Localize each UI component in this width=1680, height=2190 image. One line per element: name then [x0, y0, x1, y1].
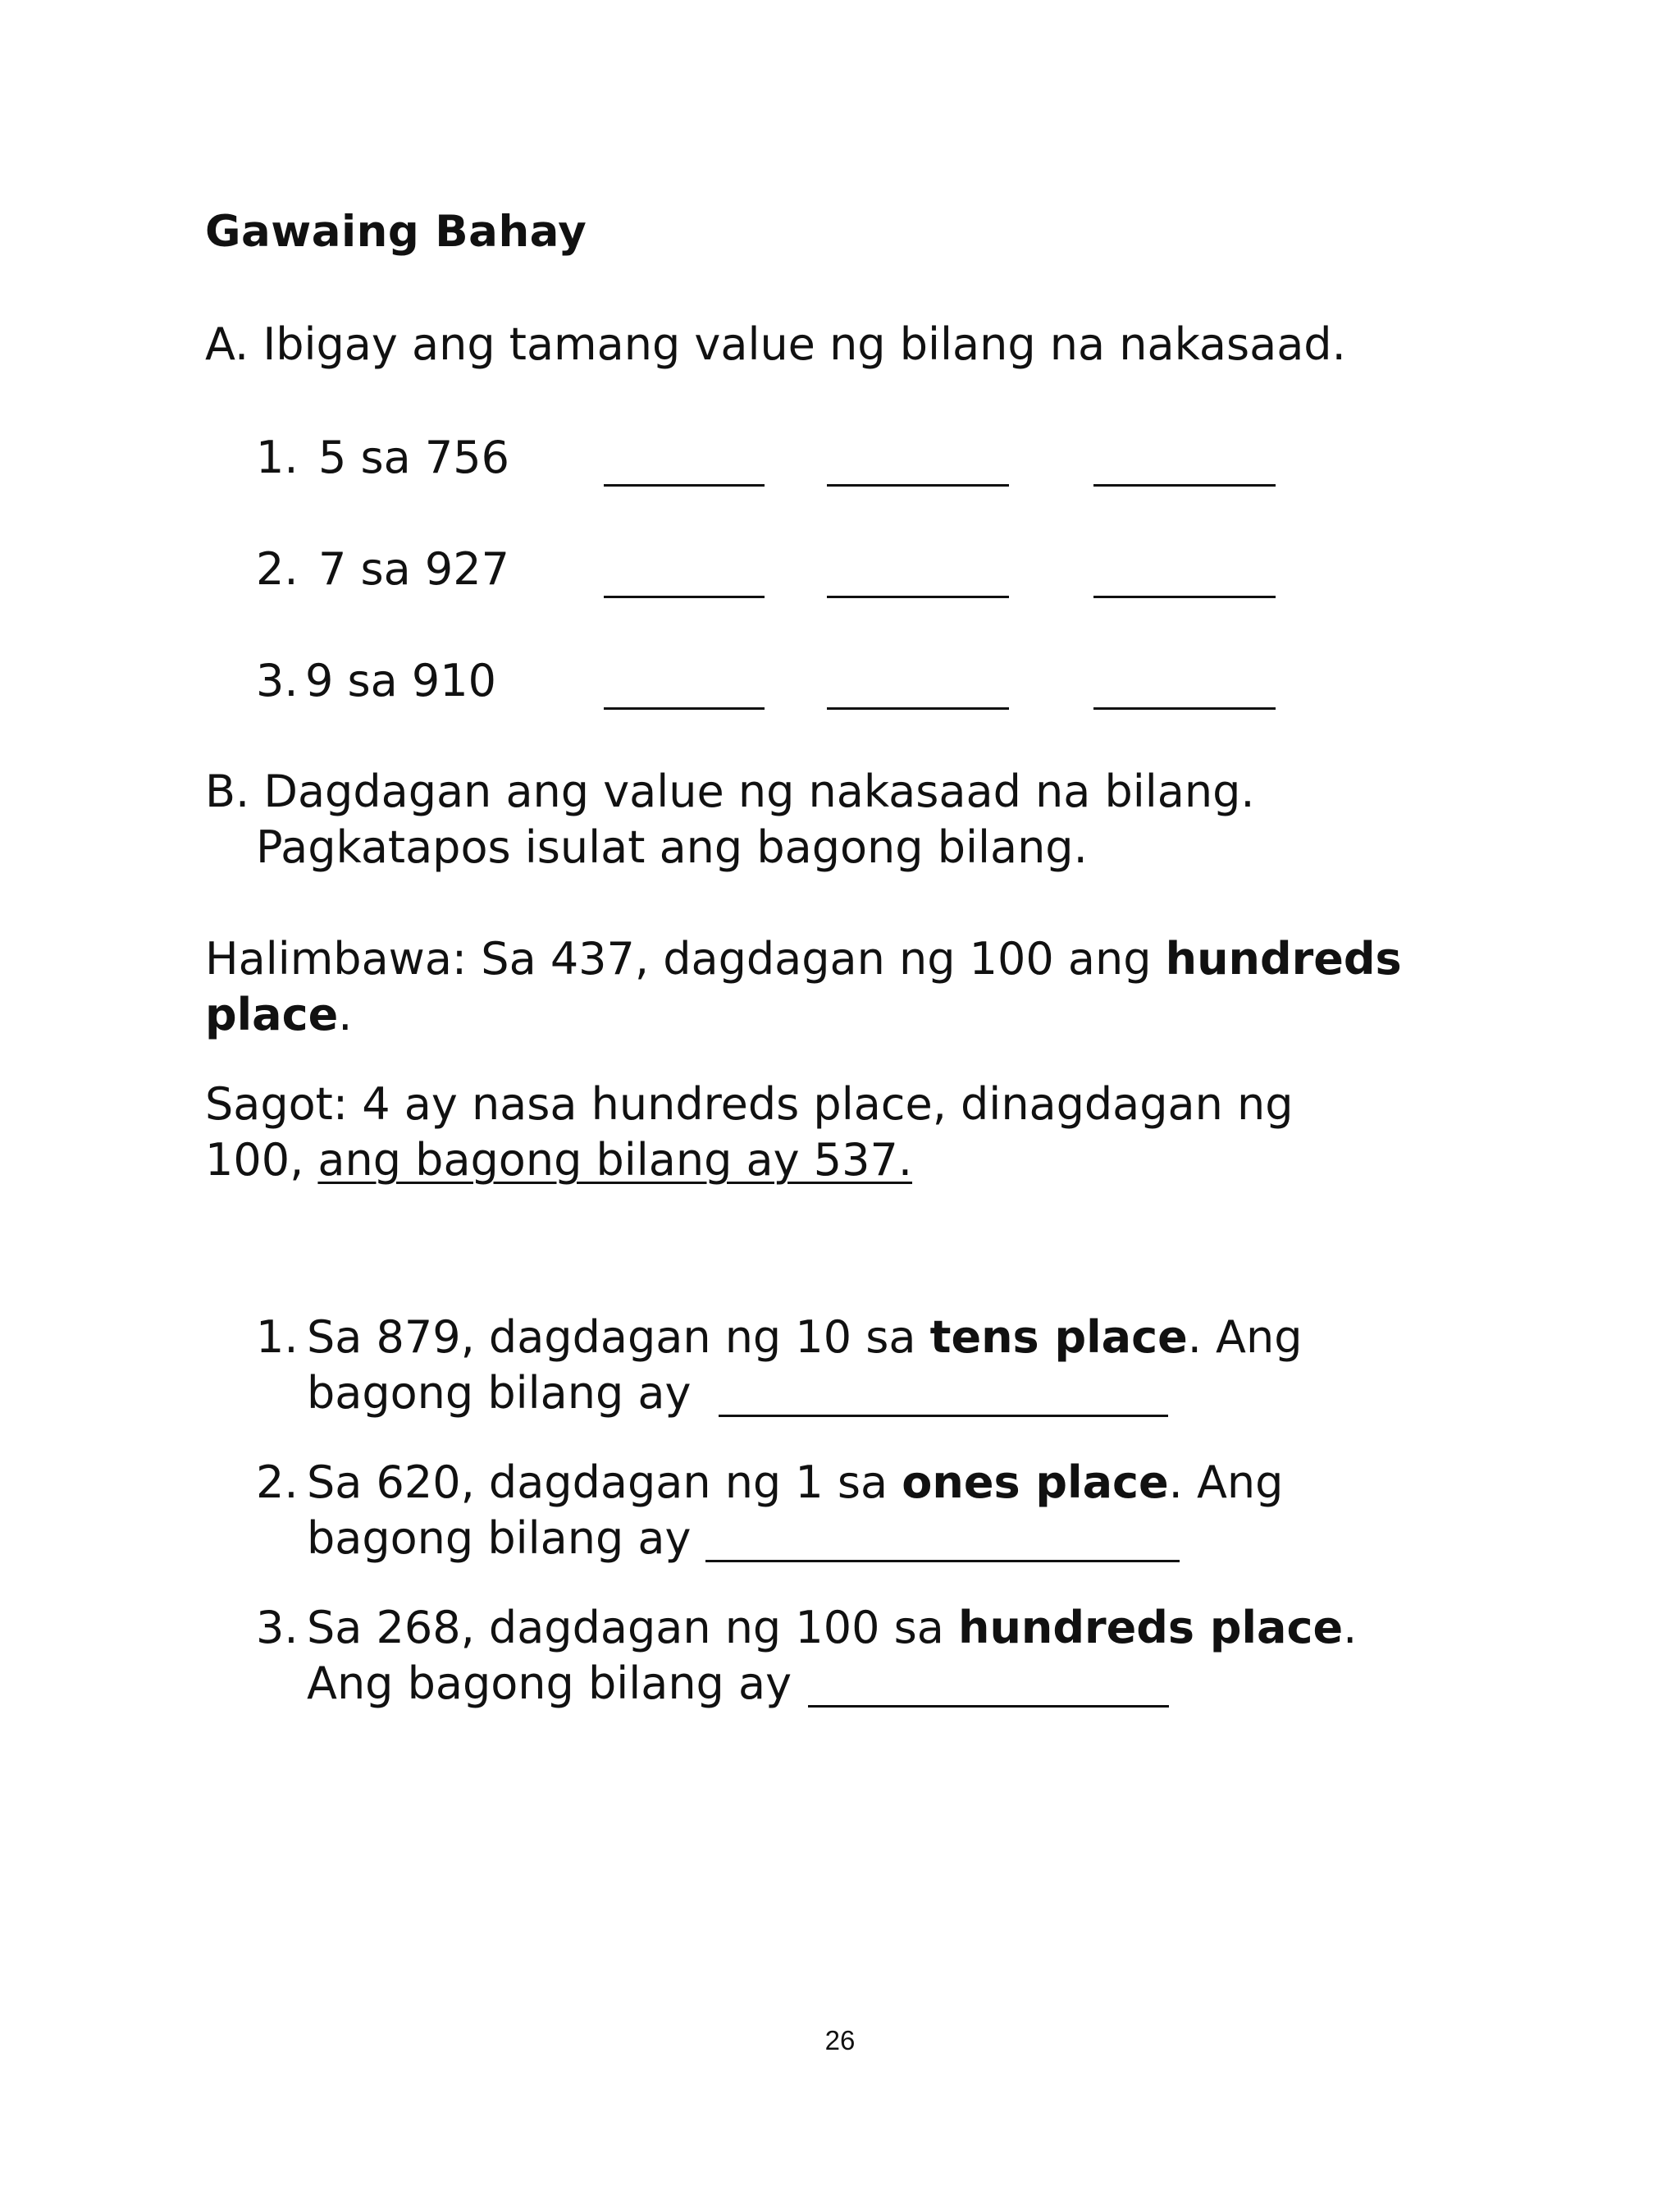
item-text	[307, 1455, 1283, 1511]
item-number: 2.	[256, 543, 299, 595]
example-text: Halimbawa: Sa 437, dagdagan ng 100 ang	[205, 933, 1166, 985]
item-text: 9 sa 910	[305, 655, 496, 706]
example-line	[205, 931, 1402, 987]
answer-blank[interactable]	[808, 1705, 1169, 1708]
answer-blank[interactable]	[1093, 707, 1276, 710]
item-bold-text: hundreds place	[958, 1602, 1344, 1653]
answer-blank[interactable]	[827, 484, 1009, 487]
item-text-part: Sa 879, dagdagan ng 10 sa	[307, 1311, 930, 1363]
item-text-line2: Ang bagong bilang ay	[307, 1657, 792, 1709]
item-text	[307, 1600, 1357, 1656]
item-text-part: . Ang	[1187, 1311, 1303, 1363]
answer-blank[interactable]	[719, 1415, 1168, 1417]
item-text-part: Sa 268, dagdagan ng 100 sa	[307, 1602, 958, 1653]
answer-blank[interactable]	[604, 596, 765, 598]
answer-blank[interactable]	[1093, 484, 1276, 487]
answer-blank[interactable]	[604, 484, 765, 487]
item-text-part: Sa 620, dagdagan ng 1 sa	[307, 1456, 902, 1508]
page-title: Gawaing Bahay	[205, 207, 587, 257]
example-answer-line: Sagot: 4 ay nasa hundreds place, dinagdagan ng	[205, 1078, 1294, 1130]
part-b-instruction: B. Dagdagan ang value ng nakasaad na bilang.	[205, 766, 1255, 817]
item-number: 1.	[256, 432, 299, 483]
item-number: 3.	[256, 1602, 299, 1653]
example-bold-text: place	[205, 989, 339, 1040]
page-number: 26	[824, 2025, 856, 2055]
item-number: 2.	[256, 1456, 299, 1508]
item-text-line2: bagong bilang ay	[307, 1512, 692, 1564]
example-line-continued	[205, 987, 352, 1043]
item-text-part: . Ang	[1168, 1456, 1284, 1508]
item-text-line2: bagong bilang ay	[307, 1367, 692, 1419]
answer-blank[interactable]	[827, 596, 1009, 598]
item-bold-text: ones place	[902, 1456, 1169, 1508]
item-number: 1.	[256, 1311, 299, 1363]
item-bold-text: tens place	[929, 1311, 1188, 1363]
answer-blank[interactable]	[604, 707, 765, 710]
answer-blank[interactable]	[1093, 596, 1276, 598]
item-number: 3.	[256, 655, 299, 706]
item-text	[307, 1310, 1302, 1365]
example-bold-text: hundreds	[1165, 933, 1402, 985]
part-a-instruction: A. Ibigay ang tamang value ng bilang na nakasaad.	[205, 318, 1346, 370]
answer-blank[interactable]	[705, 1560, 1180, 1562]
underlined-answer: ang bagong bilang ay 537.	[317, 1134, 913, 1186]
answer-blank[interactable]	[827, 707, 1009, 710]
example-answer-line-continued	[205, 1132, 912, 1188]
item-text-part: .	[1343, 1602, 1358, 1653]
part-b-instruction-continued: Pagkatapos isulat ang bagong bilang.	[256, 821, 1088, 873]
item-text: 5 sa 756	[318, 432, 509, 483]
answer-text: 100,	[205, 1134, 318, 1186]
example-text: .	[338, 989, 353, 1040]
item-text: 7 sa 927	[318, 543, 509, 595]
